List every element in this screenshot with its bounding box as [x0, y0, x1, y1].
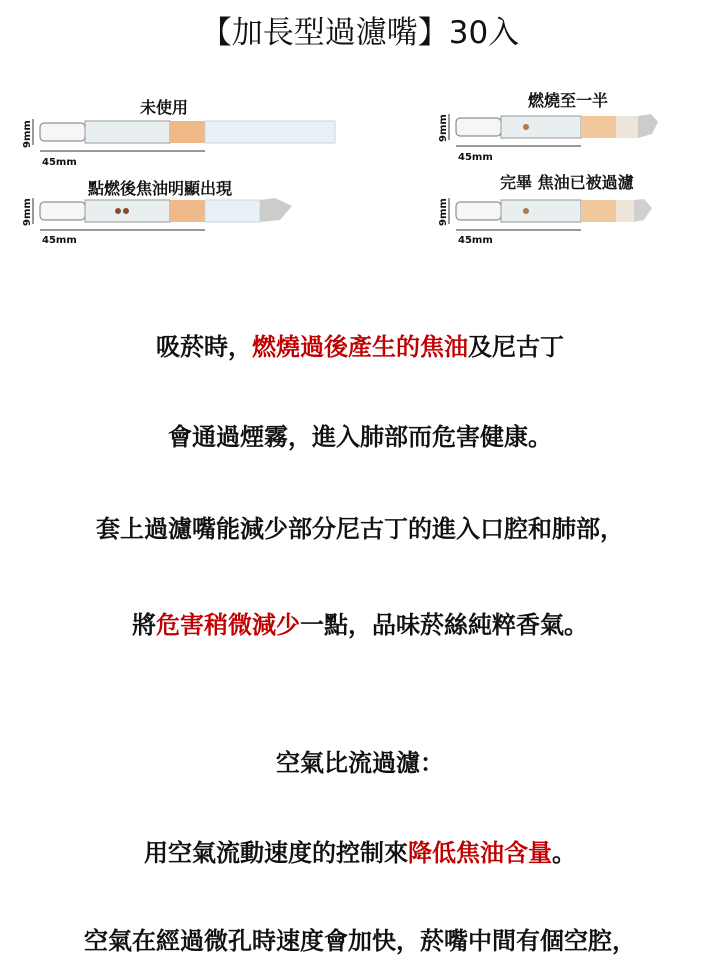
width-label: 45mm [458, 152, 493, 163]
panel-caption: 完畢 焦油已被過濾 [500, 173, 634, 192]
filter-illustration [446, 110, 666, 150]
body-line-6 [0, 836, 720, 870]
highlight-text: 降低焦油含量 [408, 839, 552, 867]
text-segment: 用空氣流動速度的控制來 [144, 839, 408, 867]
text-segment: 一點，品味菸絲純粹香氣。 [300, 611, 588, 639]
body-line-3: 套上過濾嘴能減少部分尼古丁的進入口腔和肺部， [96, 515, 624, 543]
body-line-2: 會通過煙霧，進入肺部而危害健康。 [168, 423, 552, 451]
body-line-5: 空氣比流過濾： [276, 749, 444, 777]
panel-caption: 未使用 [140, 98, 189, 117]
width-label: 45mm [42, 157, 77, 168]
highlight-text: 危害稍微減少 [156, 611, 300, 639]
panel-caption: 燃燒至一半 [528, 91, 609, 110]
width-label: 45mm [42, 235, 77, 246]
body-line-4 [0, 608, 720, 642]
panel-caption: 點燃後焦油明顯出現 [88, 179, 233, 198]
filter-illustration [30, 115, 370, 155]
text-segment: 及尼古丁 [468, 333, 564, 361]
body-line-1 [0, 330, 720, 364]
text-segment: 吸菸時， [156, 333, 252, 361]
height-label: 9mm [438, 198, 449, 226]
text-segment: 將 [132, 611, 156, 639]
height-label: 9mm [438, 114, 449, 142]
text-segment: 。 [552, 839, 576, 867]
height-label: 9mm [22, 120, 33, 148]
highlight-text: 燃燒過後產生的焦油 [252, 333, 468, 361]
page-title: 【加長型過濾嘴】30入 [200, 15, 520, 51]
width-label: 45mm [458, 235, 493, 246]
filter-illustration [446, 194, 666, 234]
height-label: 9mm [22, 198, 33, 226]
filter-illustration [30, 194, 310, 234]
body-line-7: 空氣在經過微孔時速度會加快，菸嘴中間有個空腔， [84, 927, 636, 955]
